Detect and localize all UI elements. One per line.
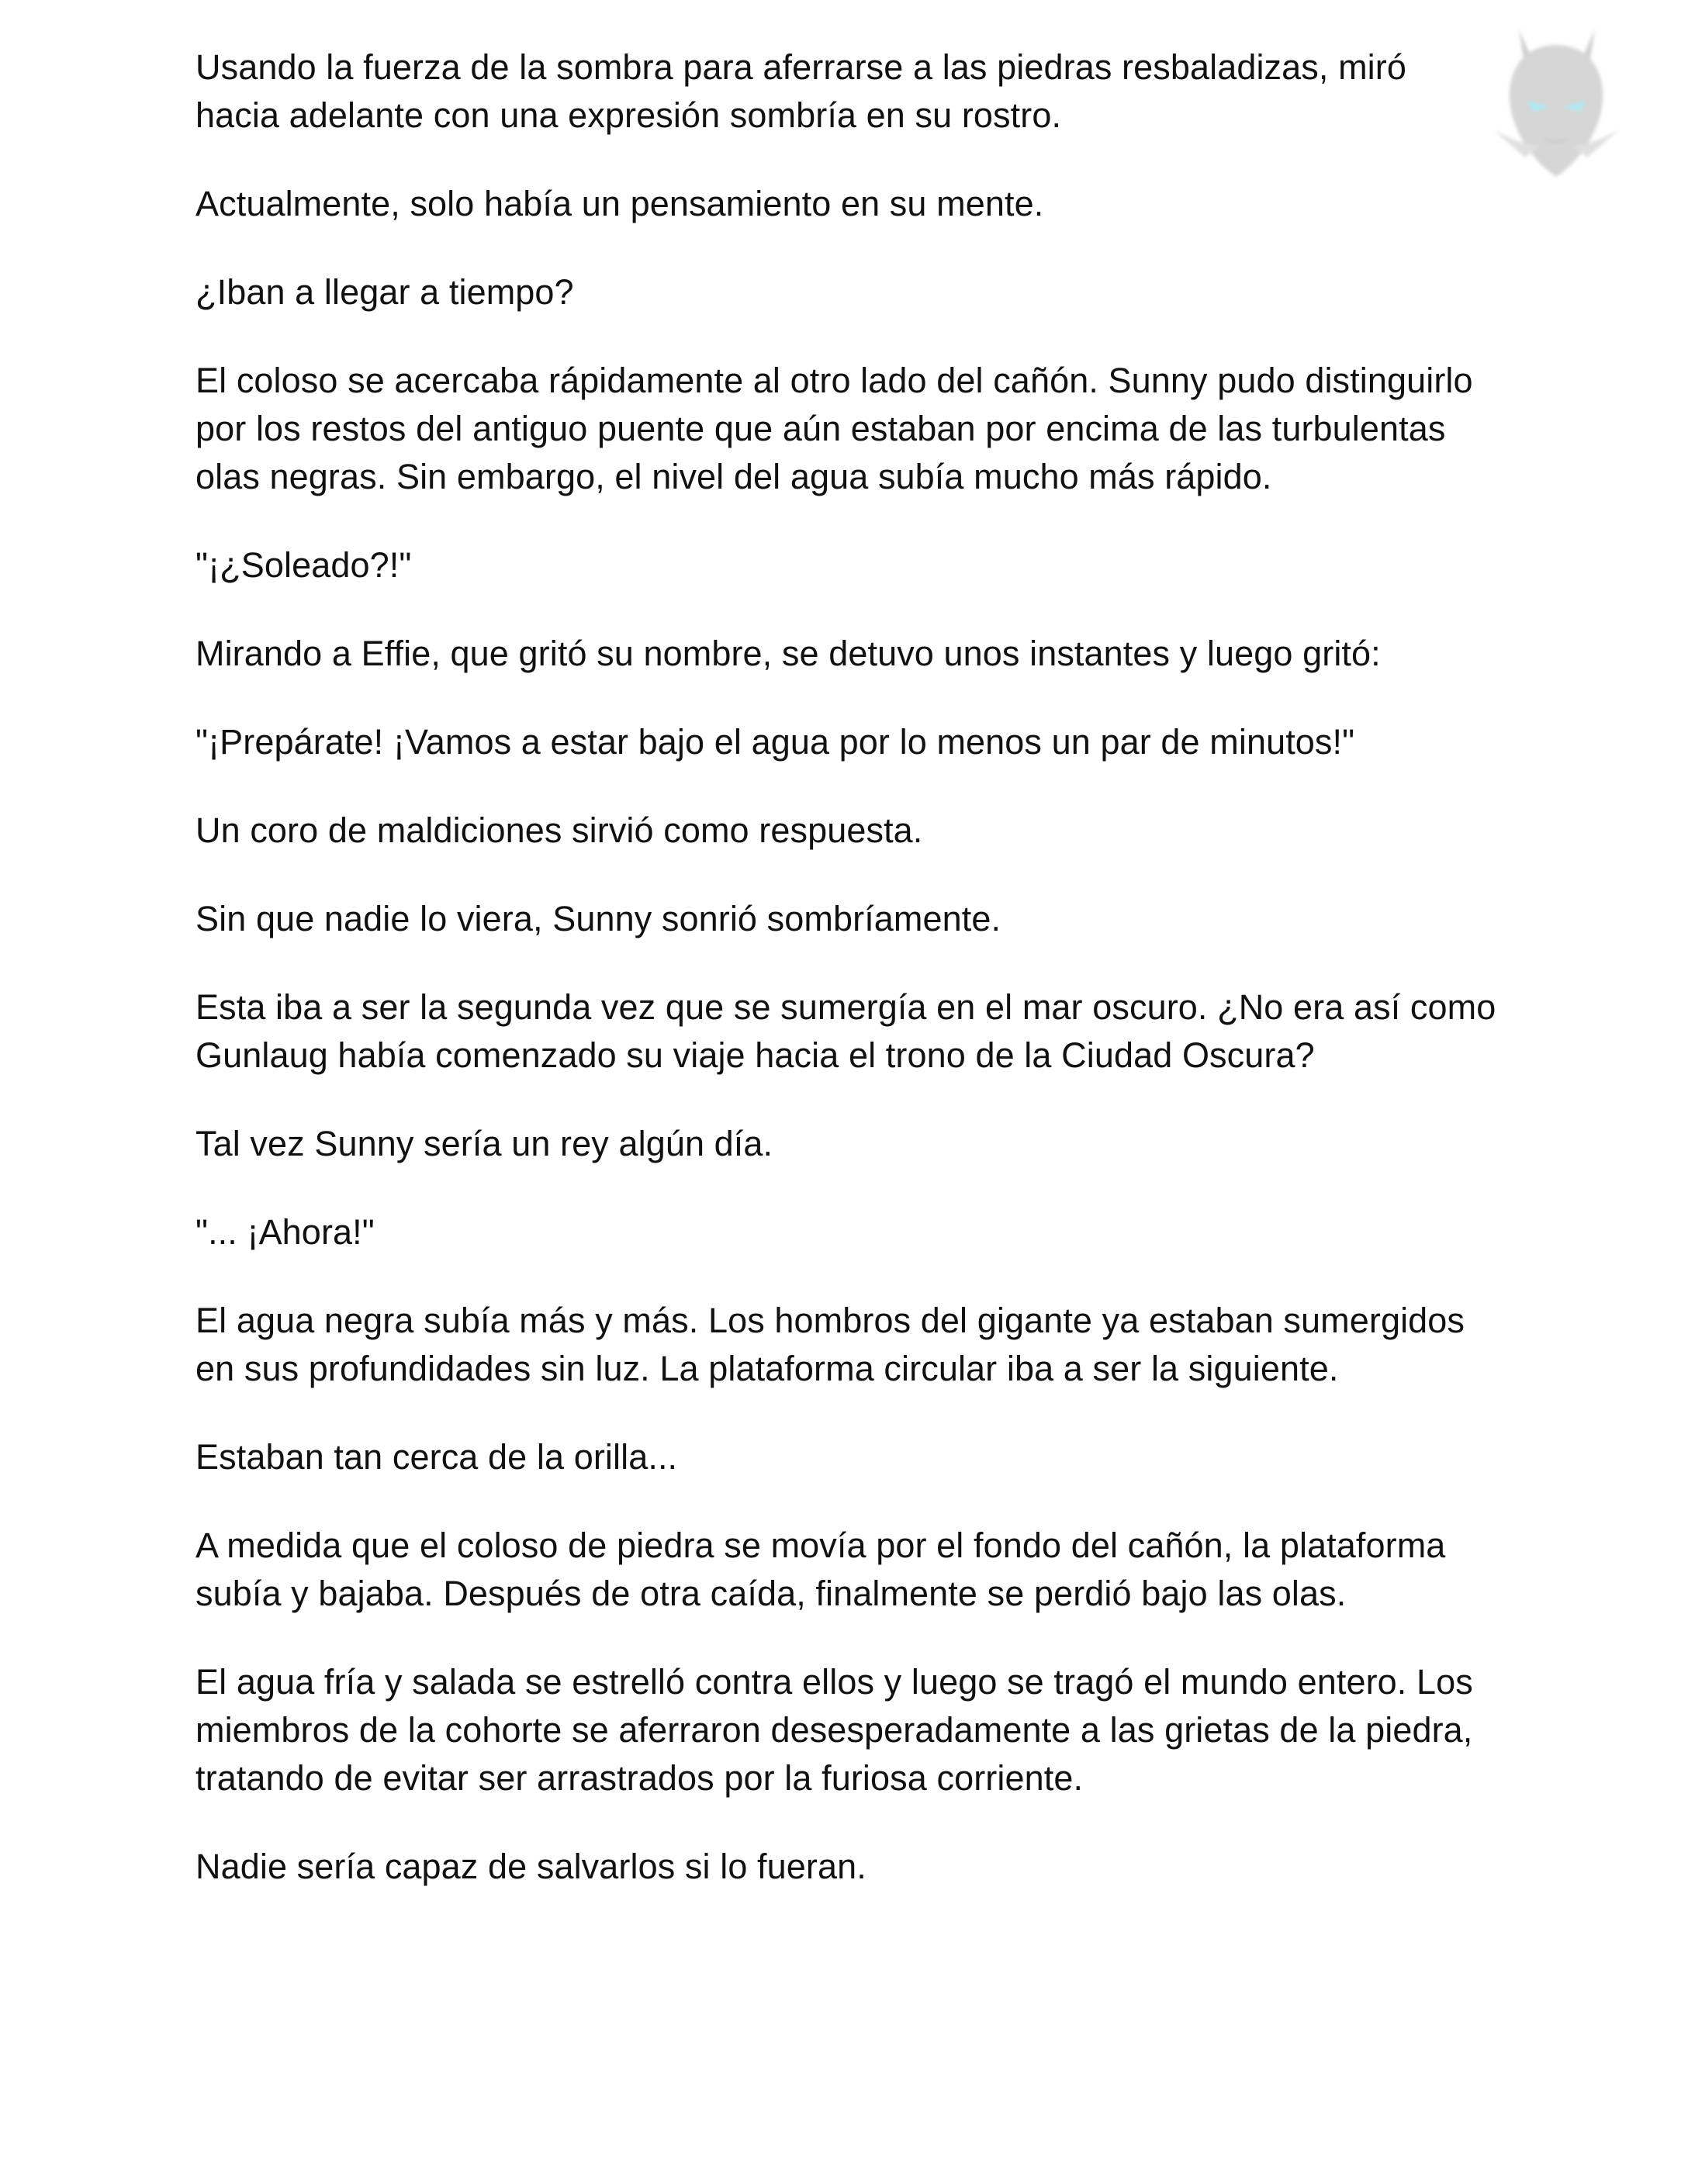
paragraph: El agua negra subía más y más. Los hombros del gigante ya estaban sumergidos en sus profundidades sin luz. La plataforma circular iba a ser la siguiente. [195,1301,1465,1388]
paragraph: Actualmente, solo había un pensamiento en su mente. [195,184,1044,223]
document-body [195,43,1499,1931]
paragraph: Esta iba a ser la segunda vez que se sumergía en el mar oscuro. ¿No era así como Gunlaug había comenzado su viaje hacia el trono de la Ciudad Oscura? [195,987,1496,1075]
paragraph: Usando la fuerza de la sombra para aferrarse a las piedras resbaladizas, miró hacia adelante con una expresión sombría en su rostro. [195,47,1406,135]
paragraph: Un coro de maldiciones sirvió como respuesta. [195,810,923,850]
paragraph: "¡Prepárate! ¡Vamos a estar bajo el agua por lo menos un par de minutos!" [195,722,1355,762]
paragraph: Estaban tan cerca de la orilla... [195,1437,678,1477]
paragraph: Nadie sería capaz de salvarlos si lo fueran. [195,1847,866,1886]
demon-head-logo-icon [1479,14,1634,185]
paragraph: Mirando a Effie, que gritó su nombre, se detuvo unos instantes y luego gritó: [195,634,1381,673]
paragraph: "... ¡Ahora!" [195,1212,375,1252]
paragraph: Sin que nadie lo viera, Sunny sonrió sombríamente. [195,899,1001,938]
paragraph: A medida que el coloso de piedra se movía por el fondo del cañón, la plataforma subía y bajaba. Después de otra caída, finalmente se perdió bajo las olas. [195,1526,1446,1613]
paragraph: ¿Iban a llegar a tiempo? [195,272,574,312]
paragraph: El coloso se acercaba rápidamente al otro lado del cañón. Sunny pudo distinguirlo por los restos del antiguo puente que aún estaban por encima de las turbulentas olas negras. Sin embargo, el nivel del agua subía mucho más rápido. [195,361,1473,496]
paragraph: El agua fría y salada se estrelló contra ellos y luego se tragó el mundo entero. Los miembros de la cohorte se aferraron desesperadamente a las grietas de la piedra, tratando de evitar ser arrastrados por la furiosa corriente. [195,1662,1473,1798]
paragraph: Tal vez Sunny sería un rey algún día. [195,1124,773,1163]
paragraph: "¡¿Soleado?!" [195,545,412,585]
